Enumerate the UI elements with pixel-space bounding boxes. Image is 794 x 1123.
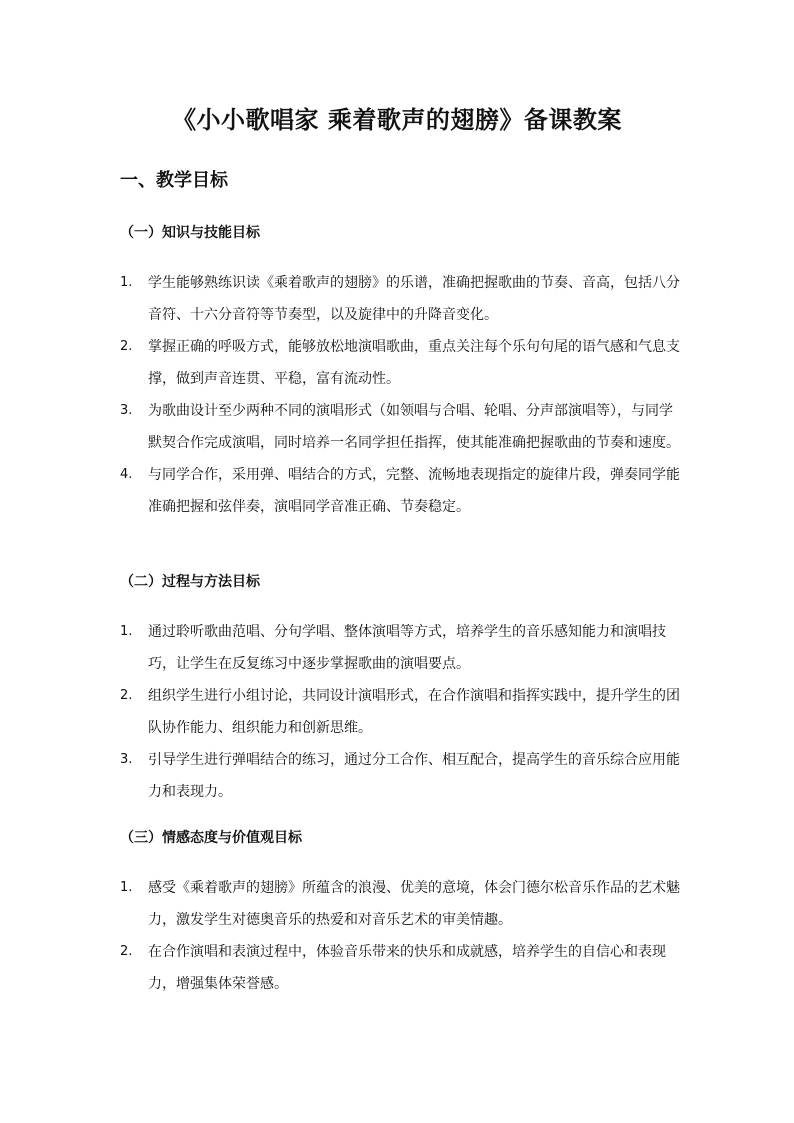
list-item xyxy=(120,936,680,1000)
list-item-text: 学生能够熟练识读《乘着歌声的翅膀》的乐谱，准确把握歌曲的节奏、音高，包括八分音符、十六分音符等节奏型，以及旋律中的升降音变化。 xyxy=(148,275,680,323)
list-item xyxy=(120,680,680,744)
list-item xyxy=(120,872,680,936)
knowledge-skills-list xyxy=(120,267,680,523)
document-title: 《小小歌唱家 乘着歌声的翅膀》备课教案 xyxy=(172,106,622,134)
list-item xyxy=(120,331,680,395)
list-item xyxy=(120,459,680,523)
list-item xyxy=(120,744,680,808)
list-item-text: 组织学生进行小组讨论，共同设计演唱形式，在合作演唱和指挥实践中，提升学生的团队协作能力、组织能力和创新思维。 xyxy=(148,688,680,736)
list-item-number: 4. xyxy=(120,467,133,482)
section-heading-teaching-goals: 一、教学目标 xyxy=(120,170,228,191)
subheading-knowledge-skills: （一）知识与技能目标 xyxy=(120,225,260,241)
list-item xyxy=(120,395,680,459)
list-item-text: 在合作演唱和表演过程中，体验音乐带来的快乐和成就感，培养学生的自信心和表现力，增强集体荣誉感。 xyxy=(148,944,666,992)
list-item-number: 1. xyxy=(120,624,133,639)
list-item-text: 与同学合作，采用弹、唱结合的方式，完整、流畅地表现指定的旋律片段，弹奏同学能准确把握和弦伴奏，演唱同学音准正确、节奏稳定。 xyxy=(148,467,680,515)
list-item-number: 2. xyxy=(120,339,133,354)
list-item-text: 掌握正确的呼吸方式，能够放松地演唱歌曲，重点关注每个乐句句尾的语气感和气息支撑，做到声音连贯、平稳，富有流动性。 xyxy=(148,339,680,387)
list-item-number: 2. xyxy=(120,688,133,703)
list-item-text: 为歌曲设计至少两种不同的演唱形式（如领唱与合唱、轮唱、分声部演唱等），与同学默契合作完成演唱，同时培养一名同学担任指挥，使其能准确把握歌曲的节奏和速度。 xyxy=(148,403,680,451)
list-item xyxy=(120,267,680,331)
list-item-number: 1. xyxy=(120,880,133,895)
list-item-number: 3. xyxy=(120,752,133,767)
list-item-number: 2. xyxy=(120,944,133,959)
subheading-process-methods: （二）过程与方法目标 xyxy=(120,574,260,590)
emotion-values-list xyxy=(120,872,680,1000)
list-item-number: 3. xyxy=(120,403,133,418)
list-item-number: 1. xyxy=(120,275,133,290)
list-item-text: 引导学生进行弹唱结合的练习，通过分工合作、相互配合，提高学生的音乐综合应用能力和表现力。 xyxy=(148,752,680,800)
process-methods-list xyxy=(120,616,680,808)
list-item-text: 通过聆听歌曲范唱、分句学唱、整体演唱等方式，培养学生的音乐感知能力和演唱技巧，让学生在反复练习中逐步掌握歌曲的演唱要点。 xyxy=(148,624,666,672)
subheading-emotion-values: （三）情感态度与价值观目标 xyxy=(120,830,302,846)
list-item xyxy=(120,616,680,680)
list-item-text: 感受《乘着歌声的翅膀》所蕴含的浪漫、优美的意境，体会门德尔松音乐作品的艺术魅力，激发学生对德奥音乐的热爱和对音乐艺术的审美情趣。 xyxy=(148,880,680,928)
